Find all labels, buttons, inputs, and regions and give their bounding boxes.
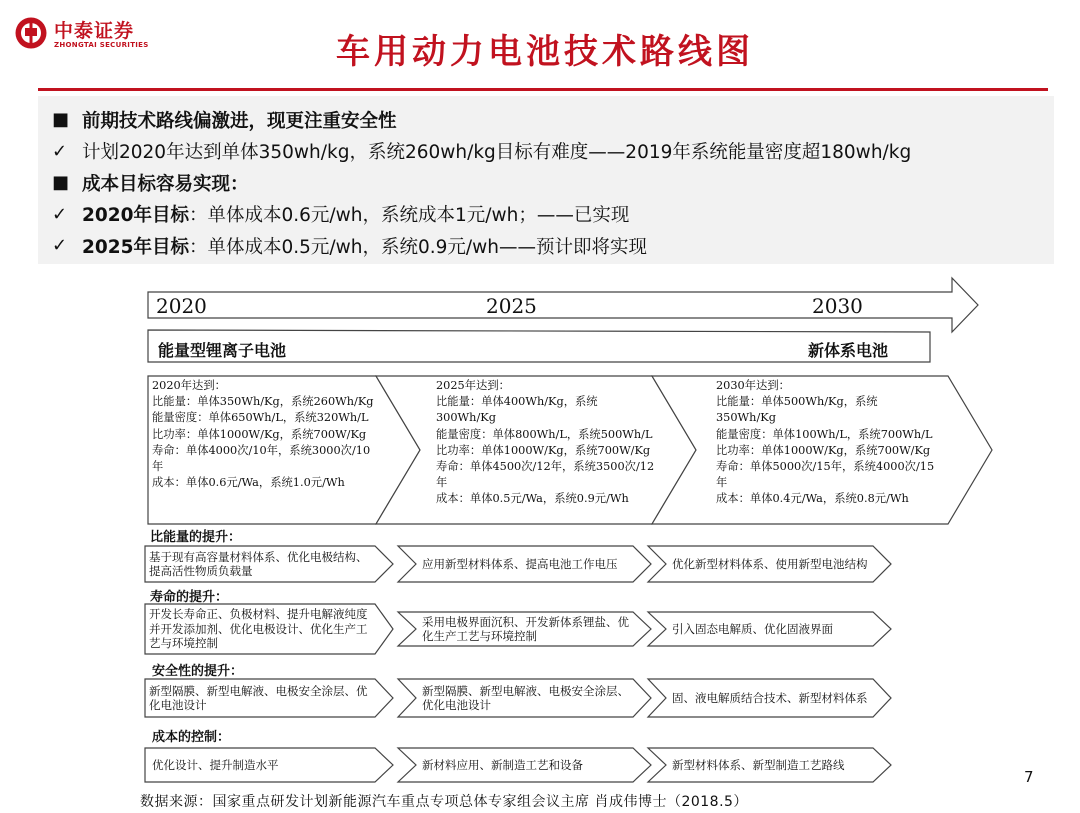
summary-text: 前期技术路线偏激进，现更注重安全性 [82, 110, 397, 132]
band-label-left: 能量型锂离子电池 [158, 341, 287, 360]
spec-text-2030: 2030年达到： 比能量：单体500Wh/Kg，系统 350Wh/Kg 能量密度：单体100Wh/L，系统700Wh/L 比功率：单体1000W/Kg，系统700W/Kg 寿命：单体5000次/15年，系统4000次/15 年 成本：单体0.4元/Wa，系统0.8元/Wh [716, 379, 935, 506]
summary-lead: 2025年目标 [82, 236, 189, 258]
band-label-right: 新体系电池 [808, 341, 889, 360]
year-label: 2030 [812, 294, 863, 318]
page-number: 7 [1024, 768, 1034, 786]
spec-text-2020: 2020年达到： 比能量：单体350Wh/Kg，系统260Wh/Kg 能量密度：单体650Wh/L，系统320Wh/L 比功率：单体1000W/Kg，系统700W/Kg 寿命：单体4000次/10年，系统3000次/10 年 成本：单体0.6元/Wa，系统1.0元/Wh [152, 379, 374, 490]
cell-text: 新材料应用、新制造工艺和设备 [422, 757, 583, 772]
year-label: 2025 [486, 294, 537, 318]
section-title: 比能量的提升： [150, 530, 242, 545]
cell-text: 引入固态电解质、优化固液界面 [672, 621, 833, 636]
summary-line [52, 104, 1054, 136]
section-title: 安全性的提升： [152, 664, 244, 679]
section-title: 寿命的提升： [150, 590, 229, 605]
summary-text: ：单体成本0.6元/wh，系统成本1元/wh；——已实现 [189, 205, 630, 227]
summary-text: 成本目标容易实现： [82, 173, 249, 195]
cell-text: 优化新型材料体系、使用新型电池结构 [672, 556, 868, 571]
cell-text: 优化设计、提升制造水平 [152, 757, 279, 772]
cell-text: 新型材料体系、新型制造工艺路线 [672, 757, 845, 772]
summary-lead: 2020年目标 [82, 205, 189, 227]
title-divider [38, 88, 1048, 91]
cell-text: 新型隔膜、新型电解液、电极安全涂层、优化电池设计 [422, 683, 629, 712]
cell-text: 采用电极界面沉积、开发新体系锂盐、优化生产工艺与环境控制 [422, 614, 629, 643]
page-title: 车用动力电池技术路线图 [336, 32, 754, 72]
spec-text-2025: 2025年达到： 比能量：单体400Wh/Kg，系统 300Wh/Kg 能量密度：单体800Wh/L，系统500Wh/L 比功率：单体1000W/Kg，系统700W/Kg 寿命：单体4500次/12年，系统3500次/12 年 成本：单体0.5元/Wa，系统0.9元/Wh [436, 379, 655, 506]
summary-line [52, 199, 1054, 231]
summary-line [52, 167, 1054, 199]
check-icon: ✓ [52, 140, 68, 162]
summary-text: 计划2020年达到单体350wh/kg，系统260wh/kg目标有难度——2019年系统能量密度超180wh/kg [82, 142, 912, 164]
roadmap-diagram [140, 274, 1000, 794]
summary-text: ：单体成本0.5元/wh，系统0.9元/wh——预计即将实现 [189, 236, 648, 258]
cell-text: 新型隔膜、新型电解液、电极安全涂层、优化电池设计 [149, 683, 368, 712]
logo-english-name: ZHONGTAI SECURITIES [54, 41, 149, 49]
cell-text: 开发长寿命正、负极材料、提升电解液纯度并开发添加剂、优化电极设计、优化生产工艺与环境控制 [149, 607, 368, 651]
square-bullet-icon: ■ [52, 109, 70, 131]
section-title: 成本的控制： [152, 730, 231, 745]
summary-line [52, 136, 1054, 168]
square-bullet-icon: ■ [52, 172, 70, 194]
check-icon: ✓ [52, 235, 68, 257]
summary-line [52, 230, 1054, 262]
data-source-note: 数据来源：国家重点研发计划新能源汽车重点专项总体专家组会议主席 肖成伟博士（2018.5） [140, 794, 748, 810]
year-label: 2020 [156, 294, 207, 318]
cell-text: 固、液电解质结合技术、新型材料体系 [672, 690, 868, 705]
summary-box [38, 96, 1054, 264]
cell-text: 应用新型材料体系、提高电池工作电压 [422, 556, 618, 571]
logo-chinese-name: 中泰证券 [54, 20, 135, 42]
check-icon: ✓ [52, 203, 68, 225]
cell-text: 基于现有高容量材料体系、优化电极结构、提高活性物质负载量 [149, 549, 368, 578]
